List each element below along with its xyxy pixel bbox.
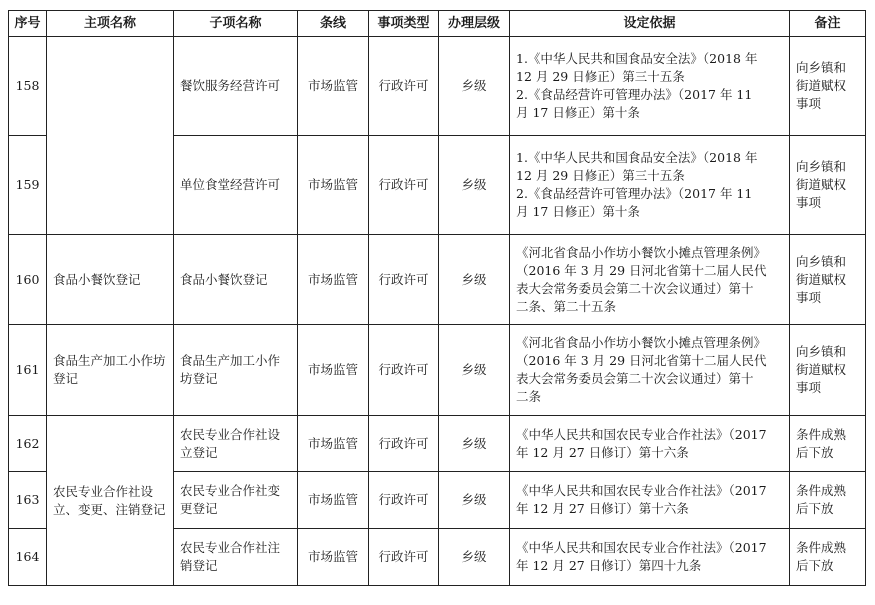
note-line: 向乡镇和 <box>796 344 847 359</box>
sub-item-cell: 食品生产加工小作坊登记 <box>174 325 298 416</box>
sub-item-cell: 农民专业合作社变更登记 <box>174 472 298 529</box>
header-basis: 设定依据 <box>510 11 790 37</box>
basis-cell <box>510 235 790 325</box>
basis-line: 1.《中华人民共和国食品安全法》（2018 年 <box>516 51 758 66</box>
row-number: 163 <box>9 472 47 529</box>
row-number: 159 <box>9 136 47 235</box>
note-line: 街道赋权 <box>796 177 847 192</box>
header-main: 主项名称 <box>47 11 174 37</box>
header-row <box>9 11 866 37</box>
main-item-cell: 食品生产加工小作坊登记 <box>47 325 174 416</box>
line-cell: 市场监管 <box>298 37 369 136</box>
row-number: 161 <box>9 325 47 416</box>
table-row <box>9 235 866 325</box>
basis-line: 《河北省食品小作坊小餐饮小摊点管理条例》 <box>516 244 767 260</box>
note-line: 条件成熟 <box>796 540 847 555</box>
level-cell: 乡级 <box>439 529 510 586</box>
basis-line: 月 17 日修正）第十条 <box>516 105 640 120</box>
basis-line: 12 月 29 日修正）第三十五条 <box>516 168 685 183</box>
basis-line: 《河北省食品小作坊小餐饮小摊点管理条例》 <box>516 335 767 350</box>
row-number: 160 <box>9 235 47 325</box>
basis-line: 《中华人民共和国农民专业合作社法》（2017 <box>516 483 767 498</box>
line-cell: 市场监管 <box>298 416 369 472</box>
note-line: 后下放 <box>796 558 834 573</box>
type-cell: 行政许可 <box>369 472 439 529</box>
note-line: 向乡镇和 <box>796 60 847 75</box>
note-line: 后下放 <box>796 501 834 516</box>
basis-line: 年 12 月 27 日修订）第十六条 <box>516 444 689 460</box>
note-cell <box>790 136 866 235</box>
main-item-cell <box>47 37 174 235</box>
sub-item-cell: 农民专业合作社注销登记 <box>174 529 298 586</box>
main-item-cell: 食品小餐饮登记 <box>47 235 174 325</box>
basis-line: 二条 <box>516 389 542 404</box>
type-cell: 行政许可 <box>369 529 439 586</box>
note-line: 向乡镇和 <box>796 159 847 174</box>
basis-cell <box>510 37 790 136</box>
sub-item-cell: 餐饮服务经营许可 <box>174 37 298 136</box>
level-cell: 乡级 <box>439 37 510 136</box>
note-cell <box>790 325 866 416</box>
note-cell <box>790 416 866 472</box>
line-cell: 市场监管 <box>298 472 369 529</box>
header-no: 序号 <box>9 11 47 37</box>
note-line: 街道赋权 <box>796 362 847 377</box>
row-number: 164 <box>9 529 47 586</box>
header-line: 条线 <box>298 11 369 37</box>
note-line: 条件成熟 <box>796 426 847 442</box>
basis-line: 《中华人民共和国农民专业合作社法》（2017 <box>516 540 767 555</box>
type-cell: 行政许可 <box>369 235 439 325</box>
line-cell: 市场监管 <box>298 325 369 416</box>
sub-item-cell: 农民专业合作社设立登记 <box>174 416 298 472</box>
note-cell <box>790 472 866 529</box>
line-cell: 市场监管 <box>298 529 369 586</box>
note-line: 事项 <box>796 380 822 395</box>
basis-line: 表大会常务委员会第二十次会议通过）第十 <box>516 371 754 386</box>
basis-cell <box>510 416 790 472</box>
basis-cell <box>510 136 790 235</box>
note-cell <box>790 529 866 586</box>
type-cell: 行政许可 <box>369 325 439 416</box>
note-line: 事项 <box>796 289 822 305</box>
main-item-cell: 农民专业合作社设立、变更、注销登记 <box>47 416 174 586</box>
header-note: 备注 <box>790 11 866 37</box>
header-level: 办理层级 <box>439 11 510 37</box>
level-cell: 乡级 <box>439 235 510 325</box>
basis-line: 表大会常务委员会第二十次会议通过）第十 <box>516 280 754 296</box>
note-line: 事项 <box>796 195 822 210</box>
basis-line: 1.《中华人民共和国食品安全法》（2018 年 <box>516 150 758 165</box>
table-row <box>9 416 866 472</box>
basis-line: 2.《食品经营许可管理办法》（2017 年 11 <box>516 87 753 102</box>
header-sub: 子项名称 <box>174 11 298 37</box>
sub-item-cell: 单位食堂经营许可 <box>174 136 298 235</box>
basis-line: 12 月 29 日修正）第三十五条 <box>516 69 685 84</box>
line-cell: 市场监管 <box>298 136 369 235</box>
note-cell <box>790 235 866 325</box>
basis-line: 年 12 月 27 日修订）第十六条 <box>516 501 689 516</box>
basis-line: 月 17 日修正）第十条 <box>516 204 640 219</box>
row-number: 162 <box>9 416 47 472</box>
basis-line: 年 12 月 27 日修订）第四十九条 <box>516 558 702 573</box>
sub-item-cell: 食品小餐饮登记 <box>174 235 298 325</box>
type-cell: 行政许可 <box>369 136 439 235</box>
note-cell <box>790 37 866 136</box>
type-cell: 行政许可 <box>369 37 439 136</box>
table-row <box>9 37 866 136</box>
level-cell: 乡级 <box>439 472 510 529</box>
row-number: 158 <box>9 37 47 136</box>
basis-line: 《中华人民共和国农民专业合作社法》（2017 <box>516 426 767 442</box>
line-cell: 市场监管 <box>298 235 369 325</box>
note-line: 事项 <box>796 96 822 111</box>
header-type: 事项类型 <box>369 11 439 37</box>
note-line: 向乡镇和 <box>796 253 847 269</box>
level-cell: 乡级 <box>439 416 510 472</box>
basis-line: 2.《食品经营许可管理办法》（2017 年 11 <box>516 186 753 201</box>
level-cell: 乡级 <box>439 136 510 235</box>
note-line: 条件成熟 <box>796 483 847 498</box>
basis-line: （2016 年 3 月 29 日河北省第十二届人民代 <box>516 262 767 278</box>
matters-table <box>8 10 866 586</box>
basis-cell <box>510 325 790 416</box>
basis-cell <box>510 529 790 586</box>
note-line: 街道赋权 <box>796 78 847 93</box>
level-cell: 乡级 <box>439 325 510 416</box>
type-cell: 行政许可 <box>369 416 439 472</box>
basis-line: （2016 年 3 月 29 日河北省第十二届人民代 <box>516 353 767 368</box>
note-line: 街道赋权 <box>796 271 847 287</box>
basis-line: 二条、第二十五条 <box>516 298 617 314</box>
basis-cell <box>510 472 790 529</box>
note-line: 后下放 <box>796 444 834 460</box>
table-row <box>9 325 866 416</box>
